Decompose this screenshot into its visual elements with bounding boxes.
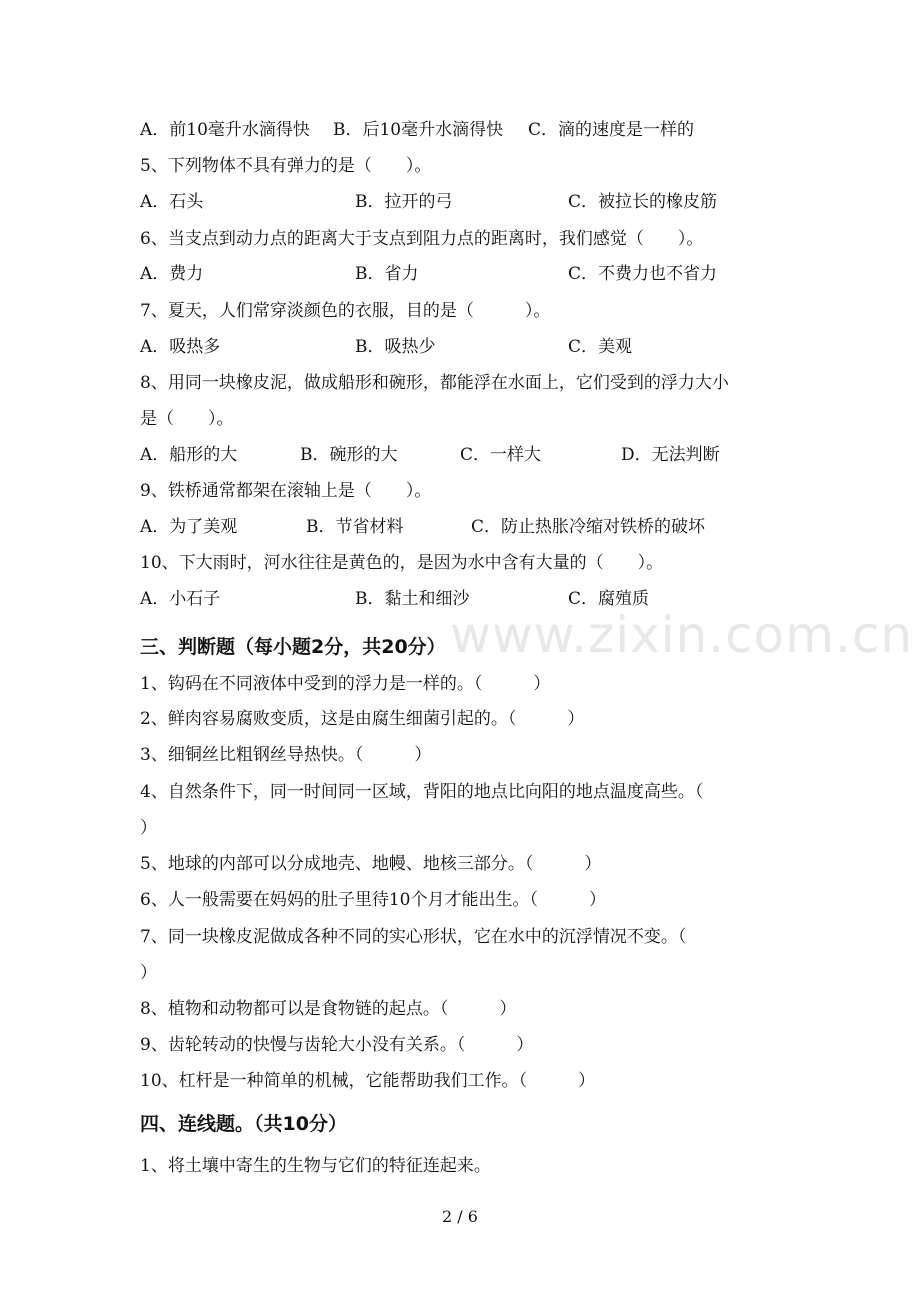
q8-text-line1: 8、用同一块橡皮泥，做成船形和碗形，都能浮在水面上，它们受到的浮力大小 <box>140 373 729 393</box>
q8-option-b: B．碗形的大 <box>300 445 398 465</box>
q4-option-a: A．前10毫升水滴得快 <box>140 120 310 140</box>
q10-option-a: A．小石子 <box>140 589 221 609</box>
q8-option-a: A．船形的大 <box>140 445 238 465</box>
judge-item-7: 7、同一块橡皮泥做成各种不同的实心形状，它在水中的沉浮情况不变。（ <box>140 927 687 947</box>
judge-item-2: 2、鲜肉容易腐败变质，这是由腐生细菌引起的。（ ） <box>140 709 585 729</box>
page-number: 2 / 6 <box>442 1207 478 1226</box>
judge-item-1: 1、钩码在不同液体中受到的浮力是一样的。（ ） <box>140 674 551 694</box>
match-item-1: 1、将土壤中寄生的生物与它们的特征连起来。 <box>140 1156 491 1176</box>
q5-option-a: A．石头 <box>140 192 204 212</box>
q7-text: 7、夏天，人们常穿淡颜色的衣服，目的是（ ）。 <box>140 301 551 321</box>
q7-option-c: C．美观 <box>568 337 633 357</box>
q9-option-b: B．节省材料 <box>306 517 404 537</box>
q8-text-line2: 是（ ）。 <box>140 409 234 429</box>
judge-item-10: 10、杠杆是一种简单的机械，它能帮助我们工作。（ ） <box>140 1071 596 1091</box>
q6-option-a: A．费力 <box>140 264 204 284</box>
q10-text: 10、下大雨时，河水往往是黄色的，是因为水中含有大量的（ ）。 <box>140 553 664 573</box>
q8-option-d: D．无法判断 <box>621 445 720 465</box>
judge-item-7-cont: ） <box>140 963 157 983</box>
judge-item-6: 6、人一般需要在妈妈的肚子里待10个月才能出生。（ ） <box>140 890 606 910</box>
q4-option-c: C．滴的速度是一样的 <box>528 120 695 140</box>
q7-option-a: A．吸热多 <box>140 337 221 357</box>
section-4-heading: 四、连线题。（共10分） <box>140 1113 347 1135</box>
q4-option-b: B．后10毫升水滴得快 <box>333 120 504 140</box>
q5-option-b: B．拉开的弓 <box>355 192 453 212</box>
q10-option-b: B．黏土和细沙 <box>355 589 470 609</box>
judge-item-4: 4、自然条件下，同一时间同一区域，背阳的地点比向阳的地点温度高些。（ <box>140 782 704 802</box>
q5-text: 5、下列物体不具有弹力的是（ ）。 <box>140 156 432 176</box>
q9-option-a: A．为了美观 <box>140 517 238 537</box>
judge-item-5: 5、地球的内部可以分成地壳、地幔、地核三部分。（ ） <box>140 854 602 874</box>
judge-item-9: 9、齿轮转动的快慢与齿轮大小没有关系。（ ） <box>140 1035 534 1055</box>
q6-text: 6、当支点到动力点的距离大于支点到阻力点的距离时，我们感觉（ ）。 <box>140 229 704 249</box>
q8-option-c: C．一样大 <box>460 445 542 465</box>
section-3-heading: 三、判断题（每小题2分，共20分） <box>140 636 446 658</box>
q9-text: 9、铁桥通常都架在滚轴上是（ ）。 <box>140 481 432 501</box>
q7-option-b: B．吸热少 <box>355 337 436 357</box>
q10-option-c: C．腐殖质 <box>568 589 650 609</box>
q6-option-c: C．不费力也不省力 <box>568 264 718 284</box>
judge-item-8: 8、植物和动物都可以是食物链的起点。（ ） <box>140 999 517 1019</box>
judge-item-3: 3、细铜丝比粗钢丝导热快。（ ） <box>140 745 432 765</box>
q6-option-b: B．省力 <box>355 264 419 284</box>
judge-item-4-cont: ） <box>140 818 157 838</box>
watermark: www.zixin.com.cn <box>450 606 914 664</box>
q9-option-c: C．防止热胀冷缩对铁桥的破坏 <box>471 517 706 537</box>
q5-option-c: C．被拉长的橡皮筋 <box>568 192 718 212</box>
